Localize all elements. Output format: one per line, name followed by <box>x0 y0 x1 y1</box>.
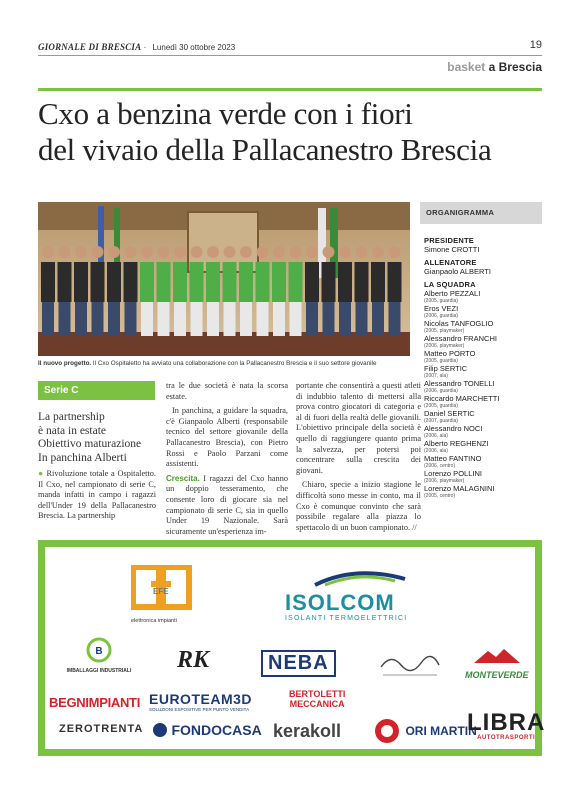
paragraph-lead: Crescita. <box>166 473 200 483</box>
article-paragraph: tra le due società è nata la scorsa estate. <box>166 381 288 401</box>
allenatore-name: Gianpaolo ALBERTI <box>424 267 491 276</box>
organigramma-title: ORGANIGRAMMA <box>420 202 542 224</box>
kerakoll-name: kerakoll <box>273 721 342 741</box>
player-name: Matteo FANTINO <box>424 454 482 463</box>
zerotrenta-name: ZEROTRENTA <box>59 723 144 735</box>
rk-name: RK <box>177 647 210 673</box>
section-label-dark: a Brescia <box>488 60 542 74</box>
sponsor-box <box>38 540 546 756</box>
script-logo <box>375 649 445 686</box>
headline <box>38 96 542 168</box>
isolcom-name: ISOLCOM <box>285 590 395 615</box>
article-subhead <box>38 411 158 465</box>
separator: · <box>143 43 149 52</box>
rk-logo <box>177 647 209 674</box>
fondocasa-circle-icon <box>153 723 167 737</box>
presidente-label: PRESIDENTE <box>424 236 474 245</box>
kerakoll-logo <box>273 721 341 742</box>
subhead-line: Obiettivo maturazione <box>38 438 142 450</box>
player-info: (2005, guardia) <box>424 358 458 364</box>
allenatore-label: ALLENATORE <box>424 258 477 267</box>
player-info: (2005, guardia) <box>424 403 458 409</box>
orimartin-star-icon <box>373 717 401 745</box>
svg-text:B: B <box>95 646 103 657</box>
green-divider <box>38 88 542 91</box>
top-rule <box>38 55 542 56</box>
photo-caption-text: Il Cxo Ospitaletto ha avviato una collaborazione con la Pallacanestro Brescia e il suo settore giovanile <box>91 360 377 367</box>
article-paragraph: In panchina, a guidare la squadra, c'è Gianpaolo Alberti (responsabile tecnico del settore giovanile della Pallacanestro Brescia), con Pietro Rossi e Paolo Parzani come assistenti. <box>166 406 288 469</box>
efe-subtitle: elettronica impianti <box>131 618 177 624</box>
article-paragraph: I ragazzi del Cxo hanno un doppio tesseramento, che consente loro di giocare sia nel campionato di serie C, sia in quello Under 19 Nazionale. Sarà sicuramente un'esperienza im- <box>166 473 288 536</box>
player-info: (2006, guardia) <box>424 313 458 319</box>
player-info: (2006, ala) <box>424 448 448 454</box>
orimartin-name: ORI MARTIN <box>405 724 477 738</box>
photo-caption-bold: Il nuovo progetto. <box>38 360 92 367</box>
article-column-1 <box>38 469 156 526</box>
team-photo <box>38 202 410 356</box>
isolcom-subtitle: ISOLANTI TERMOELETTRICI <box>285 615 408 622</box>
article-paragraph: portante che consentirà a questi atleti di indubbio talento di mettersi alla prova contro giocatori di categoria e al di fuori della realtà delle giovanili. L'obiettivo principale della società è quello di raggiungere quanto prima la salvezza, per potersi poi concentrare sulla crescita dei giovani. <box>296 381 421 475</box>
euroteam-subtitle: SOLUZIONI ESPOSITIVE PER PUNTO VENDITA <box>149 707 250 712</box>
player-name: Eros VEZI <box>424 304 459 313</box>
player-info: (2005, guardia) <box>424 298 458 304</box>
player-info: (2006, guardia) <box>424 388 458 394</box>
bullet-dot-icon: ● <box>38 469 47 478</box>
newspaper-name: GIORNALE DI BRESCIA <box>38 42 142 52</box>
team-photo-illustration <box>38 202 410 356</box>
fondocasa-name: FONDOCASA <box>171 721 262 738</box>
isolcom-swoosh-icon <box>285 569 425 587</box>
player-name: Alberto REGHENZI <box>424 439 489 448</box>
isolcom-logo <box>285 569 425 622</box>
script-logo-icon <box>375 649 445 681</box>
orimartin-logo <box>373 717 477 745</box>
article-paragraph: Rivoluzione totale a Ospitaletto. Il Cxo, nel campionato di serie C, manda infatti in campo i ragazzi dell'Under 19 della Pallacanestro Brescia. La partnership <box>38 469 156 521</box>
bertoletti-logo <box>289 689 345 709</box>
begnimpianti-name: BEGNIMPIANTI <box>49 695 141 710</box>
subhead-line: In panchina Alberti <box>38 451 127 464</box>
article-paragraph: Chiaro, specie a inizio stagione le difficoltà sono messe in conto, ma il Cxo è comunque convinto che sarà possibile regalare alla piazza lo spettacolo di un buon campionato. // <box>296 480 421 532</box>
player-info: (2007, guardia) <box>424 418 458 424</box>
player-name: Matteo PORTO <box>424 349 476 358</box>
player-name: Alessandro FRANCHI <box>424 334 497 343</box>
efe-name: EFE <box>153 587 169 596</box>
efe-logo <box>131 565 193 624</box>
neba-logo <box>261 650 336 677</box>
fondocasa-logo <box>153 721 262 739</box>
player-name: Alessandro NOCI <box>424 424 483 433</box>
player-info: (2006, playmaker) <box>424 343 465 349</box>
libra-logo <box>467 711 545 741</box>
photo-caption <box>38 360 418 367</box>
headline-line-1: Cxo a benzina verde con i fiori <box>38 96 413 131</box>
player-info: (2006, playmaker) <box>424 478 465 484</box>
section-label-light: basket <box>447 60 486 74</box>
player-name: Nicolas TANFOGLIO <box>424 319 494 328</box>
player-info: (2006, centro) <box>424 463 456 469</box>
presidente-name: Simone CROTTI <box>424 245 480 254</box>
player-name: Filip SERTIC <box>424 364 468 373</box>
player-name: Lorenzo POLLINI <box>424 469 482 478</box>
euroteam-logo <box>149 691 252 712</box>
player-name: Riccardo MARCHETTI <box>424 394 500 403</box>
issue-date: Lunedì 30 ottobre 2023 <box>152 43 236 52</box>
article-column-2 <box>166 381 288 541</box>
player-name: Alberto PEZZALI <box>424 289 481 298</box>
libra-name: LIBRA <box>467 709 546 736</box>
player-info: (2005, playmaker) <box>424 328 465 334</box>
article-tag: Serie C <box>38 381 155 400</box>
zerotrenta-logo <box>59 723 143 735</box>
imballaggi-name: IMBALLAGGI INDUSTRIALI <box>66 668 132 674</box>
squadra-label: LA SQUADRA <box>424 280 476 289</box>
neba-name: NEBA <box>261 650 336 677</box>
article-column-3 <box>296 381 421 537</box>
imballaggi-logo <box>59 637 139 674</box>
player-name: Alessandro TONELLI <box>424 379 495 388</box>
player-info: (2006, ala) <box>424 433 448 439</box>
subhead-line: è nata in estate <box>38 424 107 437</box>
begnimpianti-logo <box>49 695 140 710</box>
bertoletti-name: BERTOLETTI <box>289 689 346 699</box>
player-name: Daniel SERTIC <box>424 409 475 418</box>
mountain-icon <box>472 647 522 665</box>
organigramma-box <box>420 202 542 499</box>
libra-subtitle: AUTOTRASPORTI <box>477 735 536 741</box>
headline-line-2: del vivaio della Pallacanestro Brescia <box>38 132 492 167</box>
subhead-line: La partnership <box>38 411 105 423</box>
monteverde-logo <box>465 647 529 680</box>
player-info: (2005, centro) <box>424 493 456 499</box>
player-list <box>424 290 542 499</box>
player-name: Lorenzo MALAGNINI <box>424 484 495 493</box>
page-number: 19 <box>529 39 542 51</box>
player-info: (2007, ala) <box>424 373 448 379</box>
section-label <box>447 60 542 74</box>
monteverde-name: MONTEVERDE <box>465 670 529 680</box>
imballaggi-circle-icon <box>86 637 112 663</box>
euroteam-name: EUROTEAM3D <box>149 691 253 707</box>
bertoletti-subtitle: MECCANICA <box>289 699 345 709</box>
